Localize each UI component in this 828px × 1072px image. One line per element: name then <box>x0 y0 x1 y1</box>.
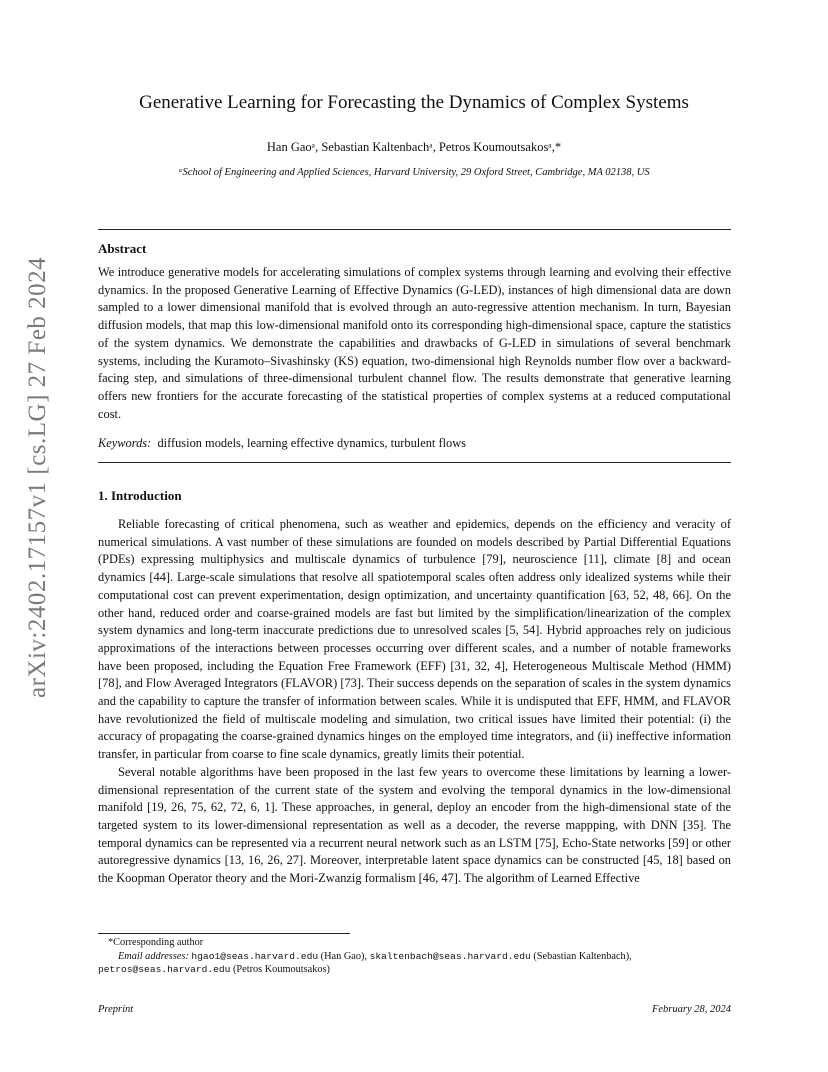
paper-title: Generative Learning for Forecasting the Dynamics of Complex Systems <box>139 92 689 113</box>
abstract-bottom-rule <box>98 462 731 463</box>
affiliation: ᵃSchool of Engineering and Applied Sciences, Harvard University, 29 Oxford Street, Cambridge, MA 02138, US <box>178 167 650 178</box>
abstract-top-rule <box>98 229 731 230</box>
email-name-1: (Han Gao), <box>320 950 367 962</box>
email-addresses-note <box>98 950 731 964</box>
corresponding-author-note: *Corresponding author <box>108 937 204 948</box>
keywords-label: Keywords: <box>98 436 152 450</box>
footer-date: February 28, 2024 <box>651 1004 731 1015</box>
email-link-2[interactable]: skaltenbach@seas.harvard.edu <box>369 950 531 962</box>
email-label: Email addresses: <box>118 950 189 962</box>
email-link-3[interactable]: petros@seas.harvard.edu <box>98 964 231 975</box>
abstract-text: We introduce generative models for accelerating simulations of complex systems through learning and evolving their effective dynamics. In the proposed Generative Learning of Effective Dynamics (G-LED), instances of high dimensional data are down sampled to a lower dimensional manifold that is evolved through an auto-regressive attention mechanism. In turn, Bayesian diffusion models, that map this low-dimensional manifold onto its corresponding high-dimensional space, capture the statistics of the system dynamics. We demonstrate the capabilities and drawbacks of G-LED in simulations of several benchmark systems, including the Kuramoto–Sivashinsky (KS) equation, two-dimensional high Reynolds number flow over a backward-facing step, and simulations of three-dimensional turbulent channel flow. The results demonstrate that generative learning offers new frontiers for the accurate forecasting of the statistical properties of complex systems at a reduced computational cost. <box>98 265 731 421</box>
abstract-heading: Abstract <box>98 241 147 256</box>
introduction-body <box>98 516 731 888</box>
email-addresses-note-cont <box>98 963 731 977</box>
keywords-line <box>98 436 466 451</box>
intro-paragraph-2: Several notable algorithms have been proposed in the last few years to overcome these limitations by learning a lower-dimensional representation of the current state of the system and evolving the temporal dynamics in the low-dimensional manifold [19, 26, 75, 62, 72, 6, 1]. These approaches, in general, deploy an encoder from the high-dimensional state of the targeted system to its lower-dimensional representation as well as a decoder, the reverse mappping, with DNN [35]. The temporal dynamics can be represented via a recurrent neural network such as an LSTM [75], Echo-State networks [59] or other autoregressive dynamics [13, 16, 26, 27]. Moreover, interpretable latent space dynamics can be constructed [45, 18] based on the Koopman Operator theory and the Mori-Zwanzig formalism [46, 47]. The algorithm of Learned Effective <box>98 764 731 886</box>
author-list: Han Gaoᵃ, Sebastian Kaltenbachᵃ, Petros Koumoutsakosᵃ,* <box>266 140 562 154</box>
footer-preprint: Preprint <box>98 1004 134 1015</box>
email-name-3: (Petros Koumoutsakos) <box>233 964 330 975</box>
intro-paragraph-1: Reliable forecasting of critical phenomena, such as weather and epidemics, depends on the efficiency and veracity of numerical simulations. A vast number of these simulations are founded on models described by Partial Differential Equations (PDEs) expressing multiphysics and multiscale dynamics of turbulence [79], neuroscience [11], climate [8] and ocean dynamics [44]. Large-scale simulations that resolve all spatiotemporal scales often address only idealized systems while their computational cost can prevent experimentation, design optimization, and uncertainty quantification [63, 52, 48, 66]. On the other hand, reduced order and coarse-grained models are fast but limited by the simplification/linearization of the complex system dynamics and long-term inaccurate predictions due to unresolved scales [5, 54]. Hybrid approaches rely on judicious approximations of the interactions between processes occurring over different scales, and a number of notable frameworks have been proposed, including the Equation Free Framework (EFF) [31, 32, 4], Heterogeneous Multiscale Method (HMM) [78], and Flow Averaged Integrators (FLAVOR) [73]. Their success depends on the separation of scales in the system dynamics and the capability to capture the transfer of information between scales. While it is undisputed that EFF, HMM, and FLAVOR have revolutionized the field of multiscale modeling and simulation, two critical issues have limited their potential: (i) the accuracy of propagating the coarse-grained dynamics hinges on the employed time integrators, and (ii) ineffective information transfer, in particular from coarse to fine scale dynamics, greatly limits their potential. <box>98 517 731 762</box>
footnotes <box>98 936 731 977</box>
section-heading-introduction: 1. Introduction <box>98 488 182 503</box>
footnote-rule <box>98 933 350 934</box>
keywords-value: diffusion models, learning effective dynamics, turbulent flows <box>157 436 466 450</box>
email-link-1[interactable]: hgao1@seas.harvard.edu <box>191 950 319 962</box>
email-name-2: (Sebastian Kaltenbach), <box>533 950 632 962</box>
arxiv-identifier: arXiv:2402.17157v1 [cs.LG] 27 Feb 2024 <box>24 256 51 698</box>
